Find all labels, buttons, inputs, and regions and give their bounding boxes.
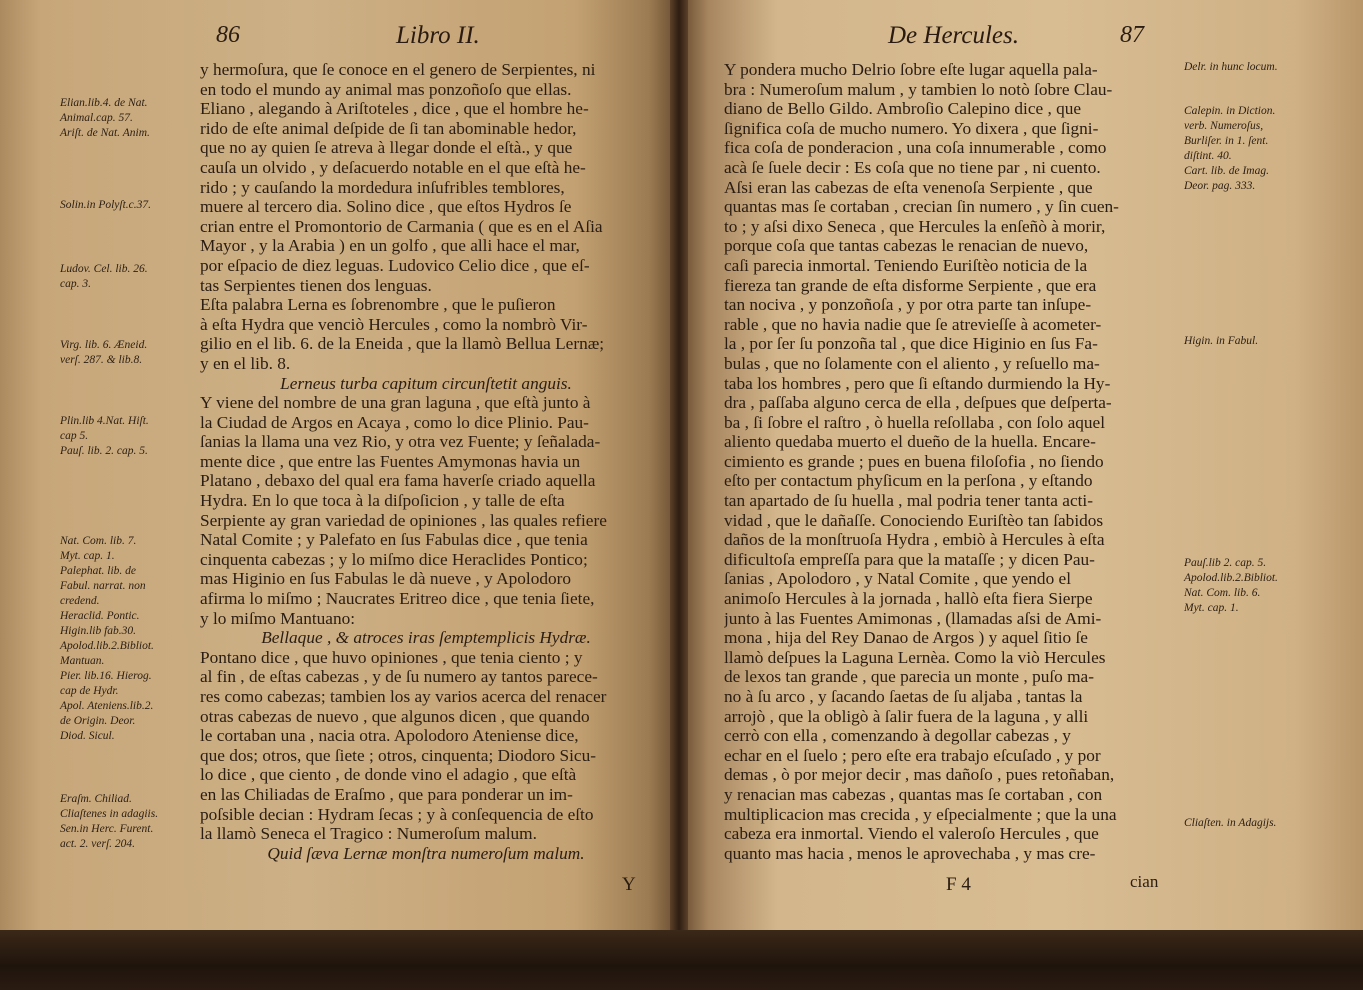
text-line: cabeza era inmortal. Viendo el valeroſo Hercules , que [724, 824, 1099, 844]
text-line: eſto per contactum phyſicum en la perſona , y eſtando [724, 471, 1093, 491]
margin-note-line: diſtint. 40. [1184, 150, 1232, 162]
margin-note-line: Delr. in hunc locum. [1184, 61, 1278, 73]
text-line: por eſpacio de diez leguas. Ludovico Celio dice , que eſ- [200, 255, 590, 275]
text-line: muere al tercero dia. Solino dice , que eſtos Hydros ſe [200, 197, 572, 217]
text-line: Natal Comite ; y Palefato en ſus Fabulas dice , que tenia [200, 530, 588, 550]
margin-note-line: Mantuan. [60, 655, 105, 667]
text-line: poſsible decian : Hydram ſecas ; y à conſequencia de eſto [200, 804, 594, 824]
margin-note [1184, 334, 1258, 349]
text-line: tan apartado de ſu huella , mal podria tener tanta acti- [724, 491, 1093, 511]
margin-note-line: Cliaſtenes in adagiis. [60, 808, 159, 820]
right-catchword: cian [1130, 872, 1159, 891]
text-line: cimiento es grande ; pues en buena filoſofia , no ſiendo [724, 451, 1104, 471]
margin-note-line: Palephat. lib. de [60, 565, 137, 577]
margin-note-line: Pier. lib.16. Hierog. [60, 670, 152, 682]
margin-note [60, 338, 147, 368]
margin-note-line: Deor. pag. 333. [1184, 180, 1256, 192]
margin-note-line: Apolod.lib.2.Bibliot. [1184, 572, 1278, 584]
margin-note-line: Pauſ.lib 2. cap. 5. [1184, 557, 1267, 569]
text-line: la llamò Seneca el Tragico : Numeroſum malum. [200, 824, 537, 844]
text-line: fiereza tan grande de eſta disforme Serpiente , que era [724, 275, 1097, 295]
margin-note [60, 96, 150, 141]
text-line: Platano , debaxo del qual era fama haverſe criado aquella [200, 471, 596, 491]
text-line: arrojò , que la obligò à ſalir fuera de la laguna , y alli [724, 706, 1089, 726]
text-line: afirma lo miſmo ; Naucrates Eritreo dice , que tenia ſiete, [200, 589, 595, 609]
margin-note-line: Pauſ. lib. 2. cap. 5. [60, 445, 148, 457]
text-line: cinquenta cabezas ; y lo miſmo dice Heraclides Pontico; [200, 549, 588, 569]
text-line: Bellaque , & atroces iras ſemptemplicis Hydræ. [261, 628, 591, 648]
right-signature: F 4 [946, 874, 971, 895]
margin-note-line: Ariſt. de Nat. Anim. [60, 127, 150, 139]
text-line: demas , ò por mejor decir , mas dañoſo , pues retoñaban, [724, 765, 1115, 785]
text-line: multiplicacion mas crecida , y eſpecialmente ; que la una [724, 804, 1117, 824]
text-line: aliento quedaba muerto el dueño de la huella. Encare- [724, 432, 1096, 452]
margin-note-line: Calepin. in Diction. [1184, 105, 1276, 117]
text-line: crian entre el Promontorio de Carmania ( que es en el Aſia [200, 216, 603, 236]
text-line: acà ſe ſuele decir : Es coſa que no tiene par , ni cuento. [724, 157, 1101, 177]
margin-note-line: Diod. Sicul. [60, 730, 115, 742]
left-main-text [200, 60, 652, 863]
left-page [0, 0, 676, 942]
margin-note [1184, 104, 1275, 194]
text-line: à eſta Hydra que venciò Hercules , como la nombrò Vir- [200, 314, 588, 334]
margin-note-line: Burliſer. in 1. ſent. [1184, 135, 1269, 147]
margin-note [1184, 816, 1276, 831]
text-line: ſanias , Apolodoro , y Natal Comite , que yendo el [724, 569, 1071, 589]
margin-note-line: Plin.lib 4.Nat. Hiſt. [60, 415, 149, 427]
margin-note [60, 792, 158, 852]
margin-note [60, 198, 151, 213]
margin-note-line: Cliaſten. in Adagijs. [1184, 817, 1277, 829]
margin-note-line: Higin. in Fabul. [1184, 335, 1259, 347]
text-line: otras cabezas de nuevo , que algunos dicen , que quando [200, 706, 590, 726]
text-line: de lexos tan grande , que parecia un monte , puſo ma- [724, 667, 1094, 687]
margin-note [1184, 556, 1278, 616]
margin-note-line: cap. 3. [60, 278, 91, 290]
margin-note-line: verſ. 287. & lib.8. [60, 354, 143, 366]
book-bottom-edge [0, 930, 1363, 990]
text-line: Eliano , alegando à Ariſtoteles , dice , que el hombre he- [200, 99, 589, 119]
margin-note-line: Animal.cap. 57. [60, 112, 133, 124]
text-line: Lerneus turba capitum circunſtetit anguis. [280, 373, 572, 393]
text-line: al fin , de eſtas cabezas , y de ſu numero ay tantos parece- [200, 667, 598, 687]
text-line: Mayor , y la Arabia ) en un golfo , que alli hace el mar, [200, 236, 580, 256]
text-line: que dos; otros, que ſiete ; otros, cinquenta; Diodoro Sicu- [200, 745, 596, 765]
text-line: Y pondera mucho Delrio ſobre eſte lugar aquella pala- [724, 60, 1098, 79]
text-line: mona , hija del Rey Danao de Argos ) y aquel ſitio ſe [724, 628, 1088, 648]
text-line: porque coſa que tantas cabezas le renacian de nuevo, [724, 236, 1089, 256]
margin-note [60, 414, 149, 459]
text-line: echar en el ſuelo ; pero eſte era trabajo eſcuſado , y por [724, 745, 1101, 765]
text-line: daños de la monſtruoſa Hydra , embiò à Hercules à eſta [724, 530, 1105, 550]
left-page-number: 86 [216, 22, 240, 48]
text-line: gilio en el lib. 6. de la Eneida , que la llamò Bellua Lernæ; [200, 334, 605, 354]
margin-note-line: Eraſm. Chiliad. [60, 793, 132, 805]
right-running-head: De Hercules. [888, 22, 1019, 49]
text-line: quanto mas hacia , menos le aprovechaba , y mas cre- [724, 843, 1096, 863]
text-line: Eſta palabra Lerna es ſobrenombre , que le puſieron [200, 295, 556, 315]
margin-note [60, 534, 154, 744]
margin-note-line: Apolod.lib.2.Bibliot. [60, 640, 154, 652]
text-line: animoſo Hercules à la jornada , hallò eſta fiera Sierpe [724, 589, 1093, 609]
text-line: y hermoſura, que ſe conoce en el genero de Serpientes, ni [200, 60, 596, 79]
text-line: no à ſu arco , y ſacando ſaetas de ſu aljaba , tantas la [724, 687, 1083, 706]
text-line: junto à las Fuentes Amimonas , (llamadas aſsi de Ami- [724, 608, 1102, 628]
left-signature: Y [622, 874, 636, 895]
margin-note-line: verb. Numeroſus, [1184, 120, 1264, 132]
margin-note-line: act. 2. verſ. 204. [60, 838, 136, 850]
margin-note-line: de Origin. Deor. [60, 715, 136, 727]
text-line: y en el lib. 8. [200, 353, 291, 373]
book-gutter [670, 0, 688, 942]
margin-note-line: Myt. cap. 1. [60, 550, 115, 562]
text-line: Y viene del nombre de una gran laguna , que eſtà junto à [200, 393, 591, 413]
text-line: Aſsi eran las cabezas de eſta venenoſa Serpiente , que [724, 177, 1093, 197]
text-line: bra : Numeroſum malum , y tambien lo notò ſobre Clau- [724, 79, 1113, 99]
text-line: diano de Bello Gildo. Ambroſio Calepino dice , que [724, 99, 1082, 119]
text-line: tas Serpientes tienen dos lenguas. [200, 275, 432, 295]
margin-note-line: Myt. cap. 1. [1184, 602, 1239, 614]
margin-note-line: Cart. lib. de Imag. [1184, 165, 1269, 177]
text-line: que no ay quien ſe atreva à llegar donde el eſtà., y que [200, 138, 573, 158]
text-line: rable , que no havia nadie que ſe atrevieſſe à acometer- [724, 314, 1102, 334]
text-line: la Ciudad de Argos en Acaya , como lo dice Plinio. Pau- [200, 412, 589, 432]
text-line: taba los hombres , pero que ſi eſtando durmiendo la Hy- [724, 373, 1111, 393]
text-line: dificultoſa empreſſa para que la mataſſe ; y dicen Pau- [724, 549, 1095, 569]
text-line: to ; y aſsi dixo Seneca , que Hercules la enſeñò à morir, [724, 216, 1106, 236]
margin-note-line: Solin.in Polyſt.c.37. [60, 199, 152, 211]
left-running-head: Libro II. [396, 22, 480, 49]
text-line: caſi parecia inmortal. Teniendo Euriſtèo noticia de la [724, 255, 1088, 275]
text-line: ba , ſi ſobre el raſtro , ò huella reſollaba , con ſolo aquel [724, 412, 1106, 432]
margin-note [60, 262, 148, 292]
margin-note [1184, 60, 1278, 75]
right-main-text [724, 60, 1170, 863]
text-line: le cortaban una , nacia otra. Apolodoro Ateniense dice, [200, 726, 579, 746]
margin-note-line: Fabul. narrat. non [60, 580, 146, 592]
margin-note-line: Apol. Ateniens.lib.2. [60, 700, 154, 712]
text-line: tan nociva , y ponzoñoſa , y por otra parte tan inſupe- [724, 295, 1092, 315]
margin-note-line: cap de Hydr. [60, 685, 119, 697]
text-line: lo dice , que ciento , de donde vino el adagio , que eſtà [200, 765, 577, 785]
text-line: ſanias la llama una vez Rio, y otra vez Fuente; y ſeñalada- [200, 432, 601, 452]
margin-note-line: Sen.in Herc. Furent. [60, 823, 154, 835]
text-line: mente dice , que entre las Fuentes Amymonas havia un [200, 451, 581, 471]
margin-note-line: Heraclid. Pontic. [60, 610, 140, 622]
text-line: ſignifica coſa de mucho numero. Yo dixera , que ſigni- [724, 118, 1099, 138]
text-line: Pontano dice , que huvo opiniones , que tenia ciento ; y [200, 647, 583, 667]
text-line: mas Higinio en ſus Fabulas le dà nueve , y Apolodoro [200, 569, 572, 589]
text-line: cauſa un olvido , y deſacuerdo notable en el que eſtà he- [200, 157, 586, 177]
right-page [682, 0, 1363, 942]
margin-note-line: Nat. Com. lib. 7. [60, 535, 137, 547]
right-page-number: 87 [1120, 22, 1144, 48]
text-line: llamò deſpues la Laguna Lernèa. Como la viò Hercules [724, 647, 1106, 667]
text-line: en las Chiliadas de Eraſmo , que para ponderar un im- [200, 784, 573, 804]
text-line: res como cabezas; tambien los ay varios acerca del renacer [200, 687, 607, 706]
margin-note-line: Virg. lib. 6. Æneid. [60, 339, 148, 351]
text-line: rido ; y cauſando la mordedura inſufribles temblores, [200, 177, 565, 197]
margin-note-line: Elian.lib.4. de Nat. [60, 97, 148, 109]
margin-note-line: Ludov. Cel. lib. 26. [60, 263, 148, 275]
text-line: Hydra. En lo que toca à la diſpoſicion , y talle de eſta [200, 491, 565, 511]
text-line: fica coſa de ponderacion , una coſa innumerable , como [724, 138, 1107, 158]
margin-note-line: cap 5. [60, 430, 89, 442]
text-line: rido de eſte animal deſpide de ſi tan abominable hedor, [200, 118, 577, 138]
text-line: Serpiente ay gran variedad de opiniones , las quales refiere [200, 510, 607, 530]
text-line: dra , paſſaba alguno cerca de ella , deſpues que deſperta- [724, 393, 1112, 413]
margin-note-line: credend. [60, 595, 100, 607]
text-line: y lo miſmo Mantuano: [200, 608, 356, 628]
margin-note-line: Higin.lib fab.30. [60, 625, 137, 637]
text-line: y renacian mas cabezas , quantas mas ſe cortaban , con [724, 784, 1103, 804]
margin-note-line: Nat. Com. lib. 6. [1184, 587, 1261, 599]
text-line: cerrò con ella , comenzando à degollar cabezas , y [724, 726, 1071, 746]
text-line: quantas mas ſe cortaban , crecian ſin numero , y ſin cuen- [724, 197, 1119, 217]
text-line: bulas , que no ſolamente con el aliento , y reſuello ma- [724, 353, 1100, 373]
text-line: la , por ſer ſu ponzoña tal , que dice Higinio en ſus Fa- [724, 334, 1098, 354]
text-line: Quid ſæva Lernæ monſtra numeroſum malum. [267, 843, 585, 863]
text-line: en todo el mundo ay animal mas ponzoñoſo que ellas. [200, 79, 572, 99]
text-line: vidad , que le dañaſſe. Conociendo Euriſtèo tan ſabidos [724, 510, 1104, 530]
